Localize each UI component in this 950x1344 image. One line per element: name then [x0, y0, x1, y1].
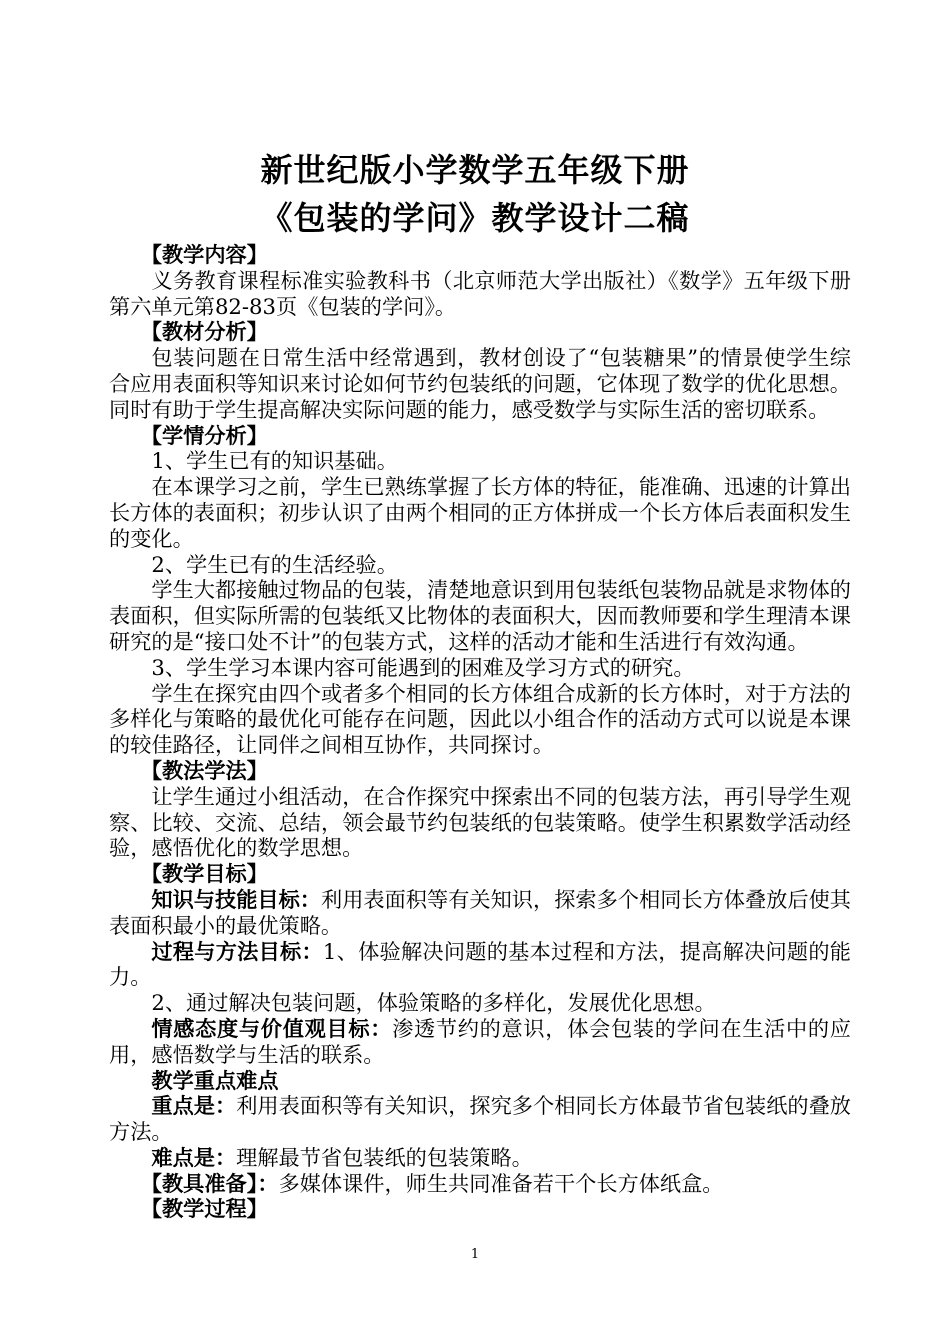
section-heading-keypoints: 教学重点难点: [151, 1067, 279, 1093]
paragraph: 1、学生已有的知识基础。: [151, 448, 398, 474]
paragraph: 3、学生学习本课内容可能遇到的困难及学习方式的研究。: [151, 654, 695, 680]
paragraph-key-point: [109, 1093, 851, 1145]
section-heading-goal: 【教学目标】: [140, 861, 268, 887]
section-heading-method: 【教法学法】: [140, 757, 268, 783]
page-number: 1: [470, 1247, 480, 1262]
paragraph-knowledge-goal: [109, 887, 851, 939]
text-emotion-goal: 渗透节约的意识，体会包装的学问在生活中的应用，感悟数学与生活的联系。: [109, 1015, 851, 1067]
text-knowledge-goal: 利用表面积等有关知识，探索多个相同长方体叠放后使其表面积最小的最优策略。: [109, 886, 851, 938]
section-heading-process: 【教学过程】: [140, 1196, 268, 1222]
section-heading-content: 【教学内容】: [140, 242, 268, 267]
paragraph: 在本课学习之前，学生已熟练掌握了长方体的特征，能准确、迅速的计算出长方体的表面积；初步认识了由两个相同的正方体拼成一个长方体后表面积发生的变化。: [109, 474, 851, 551]
text-difficult-point: 理解最节省包装纸的包装策略。: [236, 1144, 533, 1170]
label-knowledge-goal: 知识与技能目标：: [151, 886, 321, 912]
label-process-goal: 过程与方法目标：: [151, 938, 323, 964]
paragraph-process-goal: [109, 939, 851, 991]
section-heading-student: 【学情分析】: [140, 422, 268, 448]
paragraph-emotion-goal: [109, 1016, 851, 1068]
text-key-point: 利用表面积等有关知识，探究多个相同长方体最节省包装纸的叠放方法。: [109, 1093, 851, 1145]
paragraph: 学生在探究由四个或者多个相同的长方体组合成新的长方体时，对于方法的多样化与策略的最优化可能存在问题，因此以小组合作的活动方式可以说是本课的较佳路径，让同伴之间相互协作，共同探讨。: [109, 680, 851, 758]
text-process-goal: 1、体验解决问题的基本过程和方法，提高解决问题的能力。: [109, 938, 851, 990]
paragraph: 2、学生已有的生活经验。: [151, 551, 398, 577]
label-tools: 【教具准备】：: [140, 1170, 279, 1196]
document-body: [109, 242, 851, 1222]
section-heading-material: 【教材分析】: [140, 319, 268, 345]
paragraph: 包装问题在日常生活中经常遇到，教材创设了“包装糖果”的情景使学生综合应用表面积等知识来讨论如何节约包装纸的问题，它体现了数学的优化思想。同时有助于学生提高解决实际问题的能力，感受数学与实际生活的密切联系。: [109, 345, 851, 422]
label-key-point: 重点是：: [151, 1093, 237, 1119]
paragraph: 2、通过解决包装问题，体验策略的多样化，发展优化思想。: [151, 990, 716, 1016]
paragraph: 学生大都接触过物品的包装，清楚地意识到用包装纸包装物品就是求物体的表面积，但实际所需的包装纸又比物体的表面积大，因而教师要和学生理清本课研究的是“接口处不计”的包装方式，这样的活动才能和生活进行有效沟通。: [109, 577, 851, 654]
paragraph: 义务教育课程标准实验教科书（北京师范大学出版社）《数学》五年级下册第六单元第82-83页《包装的学问》。: [109, 267, 851, 319]
document-title-line2: 《包装的学问》教学设计二稿: [260, 199, 690, 237]
document-title-line1: 新世纪版小学数学五年级下册: [260, 151, 690, 189]
paragraph-difficult-point: [109, 1145, 851, 1171]
text-tools: 多媒体课件，师生共同准备若干个长方体纸盒。: [278, 1170, 724, 1196]
label-difficult-point: 难点是：: [151, 1144, 237, 1170]
paragraph-tools: [109, 1171, 851, 1197]
label-emotion-goal: 情感态度与价值观目标：: [151, 1015, 393, 1041]
paragraph: 让学生通过小组活动，在合作探究中探索出不同的包装方法，再引导学生观察、比较、交流、总结，领会最节约包装纸的包装策略。使学生积累数学活动经验，感悟优化的数学思想。: [109, 783, 851, 861]
